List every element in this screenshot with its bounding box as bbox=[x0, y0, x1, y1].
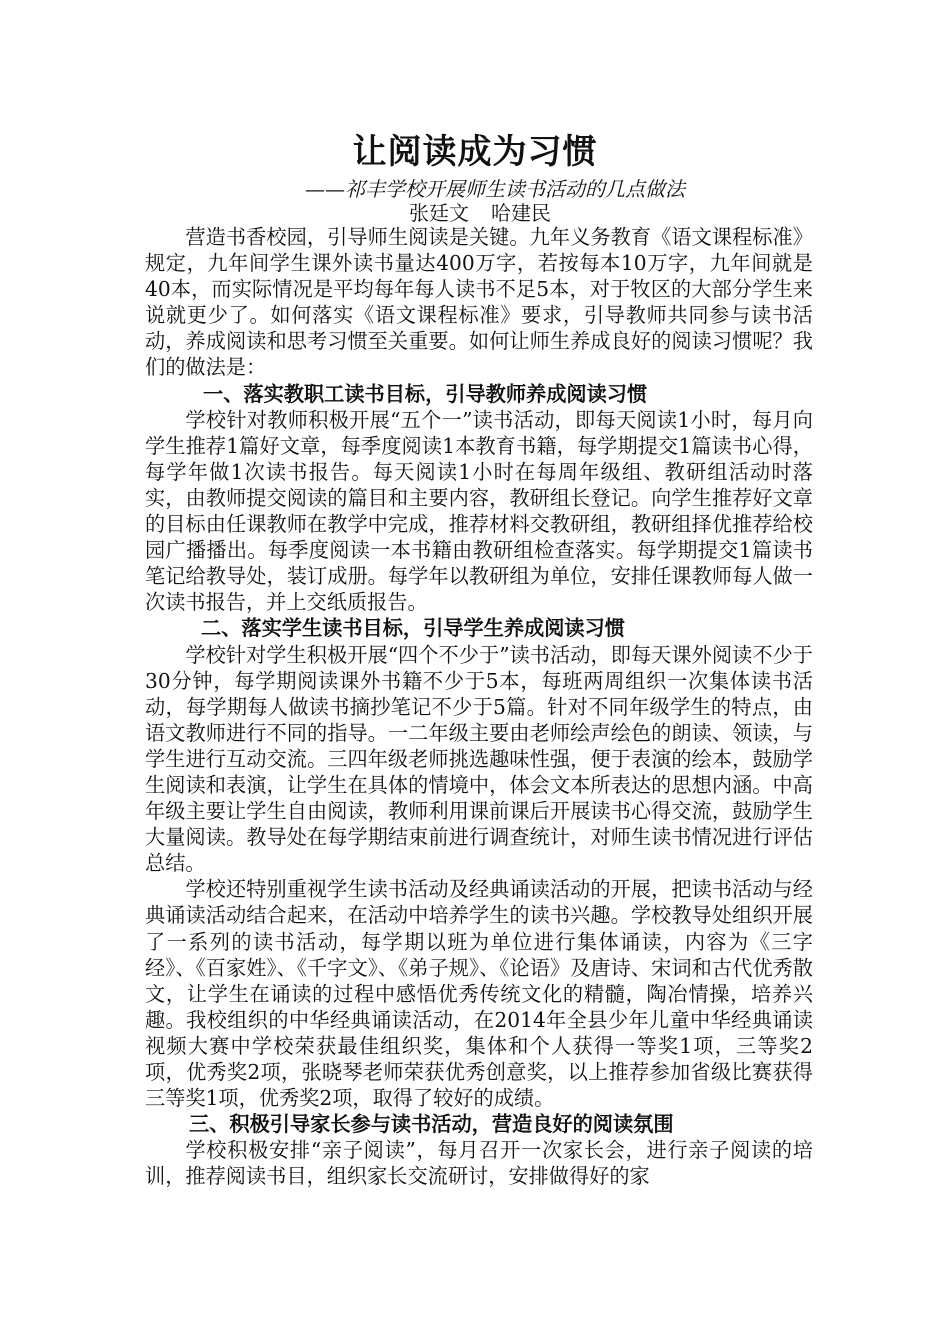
author-name: 哈建民 bbox=[491, 201, 551, 225]
author-name: 张廷文 bbox=[409, 201, 469, 225]
intro-paragraph: 营造书香校园，引导师生阅读是关键。九年义务教育《语文课程标准》规定，九年间学生课外读书量达400万字，若按每本10万字，九年间就是40本，而实际情况是平均每年每人读书不足5本，对于牧区的大部分学生来说就更少了。如何落实《语文课程标准》要求，引导教师共同参与读书活动，养成阅读和思考习惯至关重要。如何让师生养成良好的阅读习惯呢？我们的做法是： bbox=[145, 225, 813, 380]
body-paragraph: 学校积极安排“亲子阅读”，每月召开一次家长会，进行亲子阅读的培训，推荐阅读书目，组织家长交流研讨，安排做得好的家 bbox=[145, 1138, 813, 1189]
document-body bbox=[145, 224, 813, 1189]
section-heading: 三、积极引导家长参与读书活动，营造良好的阅读氛围 bbox=[189, 1112, 674, 1137]
document-subtitle: ——祁丰学校开展师生读书活动的几点做法 bbox=[305, 177, 685, 201]
body-paragraph: 学校针对学生积极开展“四个不少于”读书活动，即每天课外阅读不少于30分钟，每学期阅读课外书籍不少于5本，每班两周组织一次集体读书活动，每学期每人做读书摘抄笔记不少于5篇。针对不同年级学生的特点，由语文教师进行不同的指导。一二年级主要由老师绘声绘色的朗读、领读，与学生进行互动交流。三四年级老师挑选趣味性强，便于表演的绘本，鼓励学生阅读和表演，让学生在具体的情境中，体会文本所表达的思想内涵。中高年级主要让学生自由阅读，教师利用课前课后开展读书心得交流，鼓励学生大量阅读。教导处在每学期结束前进行调查统计，对师生读书情况进行评估总结。 bbox=[145, 642, 813, 876]
body-paragraph: 学校还特别重视学生读书活动及经典诵读活动的开展，把读书活动与经典诵读活动结合起来，在活动中培养学生的读书兴趣。学校教导处组织开展了一系列的读书活动，每学期以班为单位进行集体诵读，内容为《三字经》、《百家姓》、《千字文》、《弟子规》、《论语》及唐诗、宋词和古代优秀散文，让学生在诵读的过程中感悟优秀传统文化的精髓，陶冶情操，培养兴趣。我校组织的中华经典诵读活动，在2014年全县少年儿童中华经典诵读视频大赛中学校荣获最佳组织奖，集体和个人获得一等奖1项，三等奖2项，优秀奖2项，张晓琴老师荣获优秀创意奖，以上推荐参加省级比赛获得三等奖1项，优秀奖2项，取得了较好的成绩。 bbox=[145, 877, 813, 1111]
body-paragraph: 学校针对教师积极开展“五个一”读书活动，即每天阅读1小时，每月向学生推荐1篇好文章，每季度阅读1本教育书籍，每学期提交1篇读书心得，每学年做1次读书报告。每天阅读1小时在每周年级组、教研组活动时落实，由教师提交阅读的篇目和主要内容，教研组长登记。向学生推荐好文章的目标由任课教师在教学中完成，推荐材料交教研组，教研组择优推荐给校园广播播出。每季度阅读一本书籍由教研组检查落实。每学期提交1篇读书笔记给教导处，装订成册。每学年以教研组为单位，安排任课教师每人做一次读书报告，并上交纸质报告。 bbox=[145, 407, 813, 615]
document-title: 让阅读成为习惯 bbox=[352, 132, 598, 172]
section-heading: 一、落实教职工读书目标，引导教师养成阅读习惯 bbox=[203, 381, 648, 406]
section-heading: 二、落实学生读书目标，引导学生养成阅读习惯 bbox=[201, 616, 625, 641]
authors bbox=[0, 200, 950, 226]
